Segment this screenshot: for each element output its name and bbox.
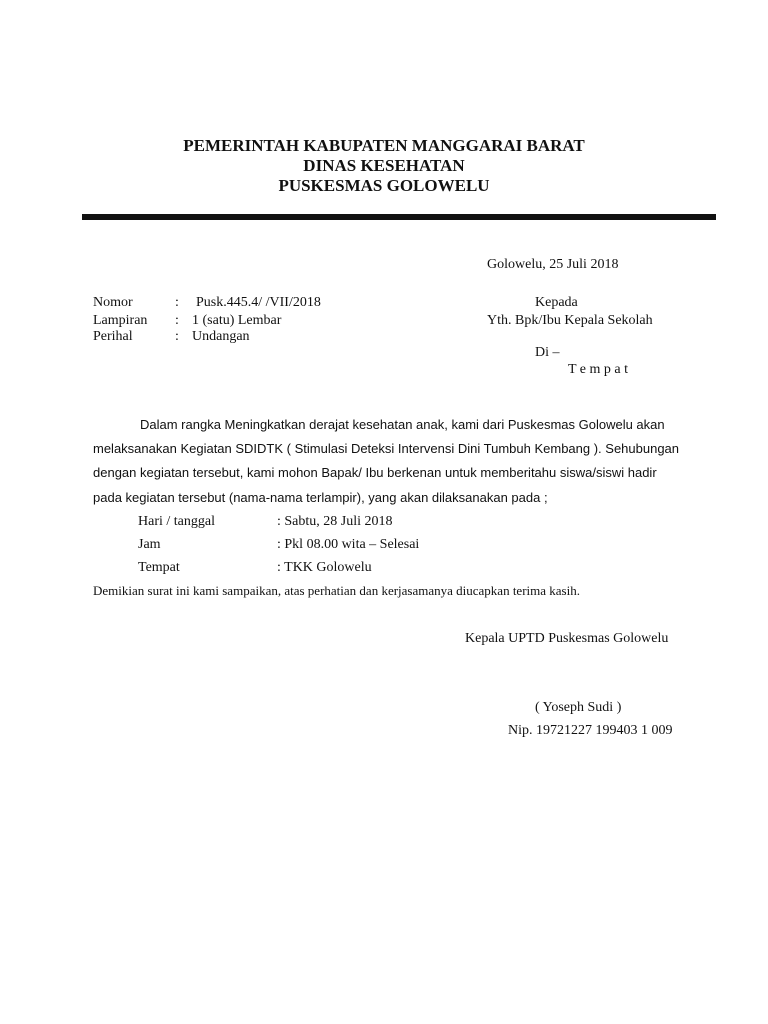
meta-label-nomor: Nomor bbox=[93, 295, 133, 310]
meta-label-perihal: Perihal bbox=[93, 329, 133, 344]
letterhead-line-3: PUSKESMAS GOLOWELU bbox=[278, 176, 490, 195]
recipient-di: Di – bbox=[535, 345, 560, 360]
body-line-1: Dalam rangka Meningkatkan derajat kesehatan anak, kami dari Puskesmas Golowelu akan bbox=[140, 417, 665, 432]
meta-value-lampiran: 1 (satu) Lembar bbox=[192, 313, 282, 328]
letterhead-divider bbox=[82, 214, 716, 220]
recipient-tempat: T e m p a t bbox=[568, 362, 629, 377]
signature-nip: Nip. 19721227 199403 1 009 bbox=[508, 723, 673, 738]
schedule-value-jam: : Pkl 08.00 wita – Selesai bbox=[277, 537, 420, 552]
signature-name: ( Yoseph Sudi ) bbox=[535, 700, 622, 715]
schedule-value-tempat: : TKK Golowelu bbox=[277, 560, 372, 575]
schedule-label-jam: Jam bbox=[138, 537, 161, 552]
closing-sentence: Demikian surat ini kami sampaikan, atas perhatian dan kerjasamanya diucapkan terima kasih. bbox=[93, 583, 580, 598]
schedule-value-hari: : Sabtu, 28 Juli 2018 bbox=[277, 514, 393, 529]
meta-colon: : bbox=[175, 295, 179, 310]
meta-value-perihal: Undangan bbox=[192, 329, 250, 344]
body-line-2: melaksanakan Kegiatan SDIDTK ( Stimulasi Deteksi Intervensi Dini Tumbuh Kembang ). Sehubungan bbox=[93, 441, 680, 456]
schedule-label-tempat: Tempat bbox=[138, 560, 180, 575]
schedule-label-hari: Hari / tanggal bbox=[138, 514, 215, 529]
letterhead-line-2: DINAS KESEHATAN bbox=[303, 156, 465, 175]
meta-label-lampiran: Lampiran bbox=[93, 313, 148, 328]
meta-value-nomor: Pusk.445.4/ /VII/2018 bbox=[196, 295, 321, 310]
letterhead-line-1: PEMERINTAH KABUPATEN MANGGARAI BARAT bbox=[183, 136, 585, 155]
body-line-3: dengan kegiatan tersebut, kami mohon Bapak/ Ibu berkenan untuk memberitahu siswa/siswi hadir bbox=[93, 465, 657, 480]
meta-colon: : bbox=[175, 329, 179, 344]
signature-title: Kepala UPTD Puskesmas Golowelu bbox=[465, 631, 669, 646]
body-line-4: pada kegiatan tersebut (nama-nama terlampir), yang akan dilaksanakan pada ; bbox=[93, 490, 548, 505]
letter-date: Golowelu, 25 Juli 2018 bbox=[487, 257, 619, 272]
recipient-yth: Yth. Bpk/Ibu Kepala Sekolah bbox=[487, 313, 653, 328]
meta-colon: : bbox=[175, 313, 179, 328]
recipient-kepada: Kepada bbox=[535, 295, 578, 310]
